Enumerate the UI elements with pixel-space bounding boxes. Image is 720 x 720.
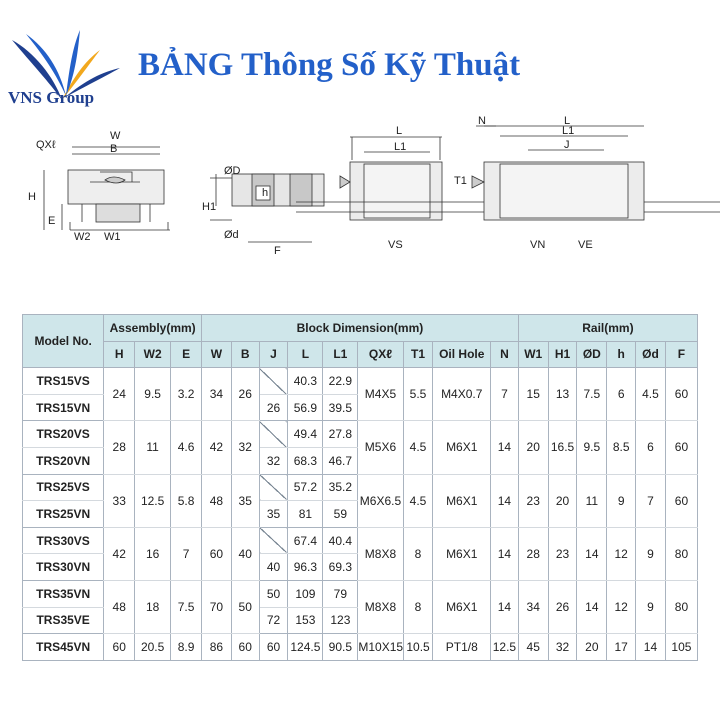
table-cell: 34: [202, 368, 232, 421]
table-cell: 18: [135, 580, 171, 633]
label-n: N: [478, 115, 486, 127]
table-cell: 60: [665, 368, 697, 421]
table-cell: 7: [491, 368, 519, 421]
label-odd: Ød: [224, 229, 239, 241]
j-cell: [259, 368, 288, 395]
table-cell: 9: [636, 580, 666, 633]
label-od: ØD: [224, 165, 241, 177]
table-cell: 11: [577, 474, 607, 527]
table-row: [23, 368, 698, 395]
column-header: L: [288, 341, 323, 368]
table-cell: 27.8: [323, 421, 358, 448]
table-cell: 45: [518, 634, 548, 661]
column-header: H1: [548, 341, 577, 368]
j-cell: 72: [259, 607, 288, 634]
column-header: L1: [323, 341, 358, 368]
table-cell: 109: [288, 580, 323, 607]
table-cell: M6X1: [433, 527, 491, 580]
table-cell: 153: [288, 607, 323, 634]
table-cell: 32: [548, 634, 577, 661]
column-header: QXℓ: [358, 341, 403, 368]
column-header: T1: [403, 341, 433, 368]
table-row: [23, 474, 698, 501]
table-cell: 16.5: [548, 421, 577, 474]
table-cell: 7.5: [171, 580, 202, 633]
table-cell: 12.5: [135, 474, 171, 527]
table-cell: M8X8: [358, 527, 403, 580]
label-b: B: [110, 143, 118, 155]
table-cell: 50: [231, 580, 259, 633]
model-cell: TRS25VS: [23, 474, 104, 501]
table-cell: 4.6: [171, 421, 202, 474]
table-cell: 14: [491, 474, 519, 527]
table-row: [23, 634, 698, 661]
table-cell: 32: [231, 421, 259, 474]
table-cell: 79: [323, 580, 358, 607]
table-cell: 40.4: [323, 527, 358, 554]
label-h1: H1: [202, 201, 217, 213]
table-cell: 28: [104, 421, 135, 474]
table-cell: 15: [518, 368, 548, 421]
table-cell: M8X8: [358, 580, 403, 633]
table-cell: 20: [518, 421, 548, 474]
table-cell: 33: [104, 474, 135, 527]
table-cell: 8.5: [607, 421, 636, 474]
label-h: H: [28, 191, 36, 203]
table-cell: M6X1: [433, 580, 491, 633]
column-header: J: [259, 341, 288, 368]
table-cell: 6: [607, 368, 636, 421]
table-cell: M5X6: [358, 421, 403, 474]
label-qxl: QXℓ: [36, 139, 56, 151]
header-block: Block Dimension(mm): [202, 315, 519, 342]
model-cell: TRS35VE: [23, 607, 104, 634]
column-header-row: [23, 341, 698, 368]
table-cell: 7: [636, 474, 666, 527]
table-cell: 60: [231, 634, 259, 661]
column-header: h: [607, 341, 636, 368]
table-cell: PT1/8: [433, 634, 491, 661]
label-vs: VS: [388, 239, 403, 251]
label-e: E: [48, 215, 56, 227]
table-cell: 20: [548, 474, 577, 527]
table-cell: 3.2: [171, 368, 202, 421]
table-cell: 8: [403, 527, 433, 580]
table-cell: 60: [202, 527, 232, 580]
table-cell: 23: [518, 474, 548, 527]
page-title: BẢNG Thông Số Kỹ Thuật: [138, 47, 521, 83]
table-cell: 4.5: [403, 474, 433, 527]
table-cell: 60: [665, 474, 697, 527]
table-cell: 12: [607, 527, 636, 580]
table-cell: 56.9: [288, 394, 323, 421]
table-cell: 14: [491, 580, 519, 633]
j-cell: [259, 474, 288, 501]
column-header: H: [104, 341, 135, 368]
table-cell: 39.5: [323, 394, 358, 421]
header-rail: Rail(mm): [518, 315, 697, 342]
label-l-right: L: [564, 115, 571, 127]
column-header: W2: [135, 341, 171, 368]
table-cell: 86: [202, 634, 232, 661]
table-cell: 48: [202, 474, 232, 527]
table-cell: 90.5: [323, 634, 358, 661]
table-cell: 80: [665, 580, 697, 633]
table-cell: 14: [491, 527, 519, 580]
table-cell: 7: [171, 527, 202, 580]
table-cell: 17: [607, 634, 636, 661]
j-cell: 60: [259, 634, 288, 661]
model-cell: TRS15VS: [23, 368, 104, 395]
table-cell: 24: [104, 368, 135, 421]
table-cell: 68.3: [288, 447, 323, 474]
table-cell: 5.5: [403, 368, 433, 421]
table-cell: 80: [665, 527, 697, 580]
model-cell: TRS15VN: [23, 394, 104, 421]
table-cell: 69.3: [323, 554, 358, 581]
table-cell: 20.5: [135, 634, 171, 661]
table-cell: 59: [323, 501, 358, 528]
table-cell: 9.5: [135, 368, 171, 421]
model-cell: TRS20VS: [23, 421, 104, 448]
table-cell: 49.4: [288, 421, 323, 448]
label-vn: VN: [530, 239, 546, 251]
table-cell: 11: [135, 421, 171, 474]
j-cell: 50: [259, 580, 288, 607]
model-cell: TRS25VN: [23, 501, 104, 528]
j-cell: 32: [259, 447, 288, 474]
label-w: W: [110, 130, 121, 142]
table-cell: 28: [518, 527, 548, 580]
table-cell: 42: [104, 527, 135, 580]
table-cell: 70: [202, 580, 232, 633]
table-cell: 22.9: [323, 368, 358, 395]
table-cell: 9: [636, 527, 666, 580]
table-cell: 4.5: [636, 368, 666, 421]
table-row: [23, 580, 698, 607]
table-cell: 12: [607, 580, 636, 633]
j-cell: 40: [259, 554, 288, 581]
table-cell: 14: [491, 421, 519, 474]
table-cell: M6X1: [433, 474, 491, 527]
model-cell: TRS30VS: [23, 527, 104, 554]
column-header: N: [491, 341, 519, 368]
label-j: J: [564, 139, 570, 151]
table-cell: 124.5: [288, 634, 323, 661]
table-row: [23, 527, 698, 554]
label-l1: L1: [394, 141, 407, 153]
table-cell: 35.2: [323, 474, 358, 501]
column-header: ØD: [577, 341, 607, 368]
table-cell: 81: [288, 501, 323, 528]
model-cell: TRS35VN: [23, 580, 104, 607]
table-cell: 40: [231, 527, 259, 580]
table-cell: 9.5: [577, 421, 607, 474]
table-cell: 23: [548, 527, 577, 580]
table-cell: M4X5: [358, 368, 403, 421]
label-h-small: h: [262, 187, 269, 199]
table-cell: 6: [636, 421, 666, 474]
table-cell: M6X6.5: [358, 474, 403, 527]
model-cell: TRS20VN: [23, 447, 104, 474]
label-t1: T1: [454, 175, 467, 187]
table-cell: 8.9: [171, 634, 202, 661]
table-cell: 14: [577, 580, 607, 633]
j-cell: [259, 527, 288, 554]
table-cell: 34: [518, 580, 548, 633]
table-cell: 42: [202, 421, 232, 474]
column-header: F: [665, 341, 697, 368]
label-f: F: [274, 245, 281, 257]
header-model: Model No.: [23, 315, 104, 368]
j-cell: 26: [259, 394, 288, 421]
table-cell: 123: [323, 607, 358, 634]
table-cell: 8: [403, 580, 433, 633]
table-cell: 26: [548, 580, 577, 633]
table-cell: 7.5: [577, 368, 607, 421]
table-cell: 60: [104, 634, 135, 661]
label-l1-right: L1: [562, 125, 575, 137]
j-cell: [259, 421, 288, 448]
table-cell: 10.5: [403, 634, 433, 661]
model-cell: TRS45VN: [23, 634, 104, 661]
table-cell: 60: [665, 421, 697, 474]
table-cell: 105: [665, 634, 697, 661]
label-l: L: [396, 125, 403, 137]
table-cell: 67.4: [288, 527, 323, 554]
table-cell: 20: [577, 634, 607, 661]
column-header: E: [171, 341, 202, 368]
column-header: W1: [518, 341, 548, 368]
label-ve: VE: [578, 239, 593, 251]
column-header: Ød: [636, 341, 666, 368]
table-row: [23, 421, 698, 448]
table-cell: 40.3: [288, 368, 323, 395]
table-cell: M10X15: [358, 634, 403, 661]
table-cell: 14: [636, 634, 666, 661]
table-cell: M4X0.7: [433, 368, 491, 421]
label-w2: W2: [74, 231, 91, 243]
label-w1: W1: [104, 231, 121, 243]
header-assembly: Assembly(mm): [104, 315, 202, 342]
table-cell: 35: [231, 474, 259, 527]
column-header: B: [231, 341, 259, 368]
table-cell: 9: [607, 474, 636, 527]
column-header: Oil Hole: [433, 341, 491, 368]
column-header: W: [202, 341, 232, 368]
technical-drawings: [0, 112, 720, 272]
table-cell: 26: [231, 368, 259, 421]
model-cell: TRS30VN: [23, 554, 104, 581]
table-cell: 5.8: [171, 474, 202, 527]
brand-name: VNS Group: [8, 88, 95, 107]
table-cell: 96.3: [288, 554, 323, 581]
j-cell: 35: [259, 501, 288, 528]
table-cell: 12.5: [491, 634, 519, 661]
table-cell: 46.7: [323, 447, 358, 474]
table-cell: 14: [577, 527, 607, 580]
spec-table-body: [23, 368, 698, 661]
table-cell: 4.5: [403, 421, 433, 474]
table-cell: M6X1: [433, 421, 491, 474]
table-cell: 57.2: [288, 474, 323, 501]
table-cell: 13: [548, 368, 577, 421]
table-cell: 48: [104, 580, 135, 633]
table-cell: 16: [135, 527, 171, 580]
spec-table: [22, 314, 698, 661]
